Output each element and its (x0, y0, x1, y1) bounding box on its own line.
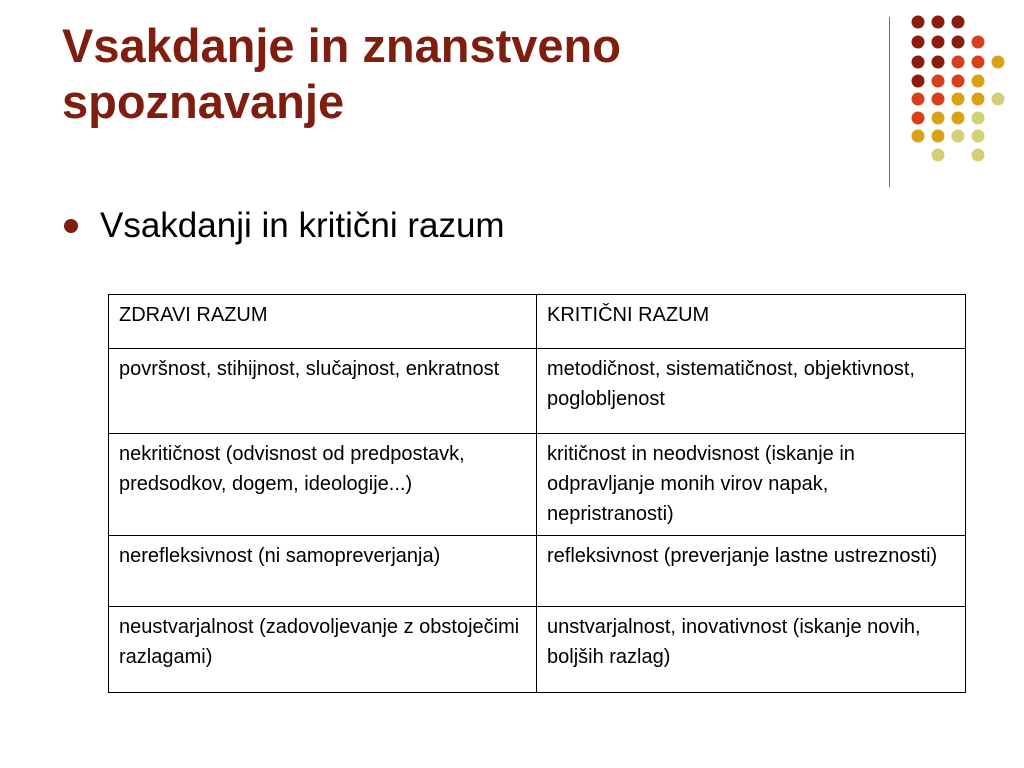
decor-dot (912, 93, 925, 106)
decor-dot (972, 75, 985, 88)
decor-dot (972, 93, 985, 106)
decor-dot (992, 93, 1005, 106)
table-header-row (109, 295, 966, 349)
table-cell: kritičnost in neodvisnost (iskanje in odpravljanje monih virov napak, nepristranosti) (537, 434, 966, 536)
table-cell: nerefleksivnost (ni samopreverjanja) (109, 536, 537, 607)
decor-dot (932, 112, 945, 125)
decor-dot (932, 75, 945, 88)
table-header-cell: ZDRAVI RAZUM (109, 295, 537, 349)
decor-dot (912, 16, 925, 29)
table-row (109, 349, 966, 434)
decor-dot (912, 75, 925, 88)
decor-dot (912, 130, 925, 143)
comparison-table (108, 294, 966, 693)
decor-dot (952, 36, 965, 49)
decor-dot (912, 36, 925, 49)
table-header-cell: KRITIČNI RAZUM (537, 295, 966, 349)
bullet-dot-icon (64, 219, 78, 233)
bullet-item (64, 202, 505, 250)
decor-dot (952, 56, 965, 69)
decor-dot (912, 56, 925, 69)
decor-dot (952, 75, 965, 88)
table-row (109, 434, 966, 536)
decor-dot (992, 56, 1005, 69)
table-row (109, 607, 966, 693)
decor-dot (972, 56, 985, 69)
decor-dot (932, 149, 945, 162)
table-cell: metodičnost, sistematičnost, objektivnost, poglobljenost (537, 349, 966, 434)
decor-dot (932, 36, 945, 49)
table-cell: refleksivnost (preverjanje lastne ustreznosti) (537, 536, 966, 607)
decorative-dot-grid (0, 0, 1024, 200)
slide-title: Vsakdanje in znanstveno spoznavanje (62, 19, 621, 128)
decor-dot (972, 149, 985, 162)
table-row (109, 536, 966, 607)
table-cell: površnost, stihijnost, slučajnost, enkratnost (109, 349, 537, 434)
decor-dot (932, 93, 945, 106)
table-cell: nekritičnost (odvisnost od predpostavk, predsodkov, dogem, ideologije...) (109, 434, 537, 536)
decor-dot (972, 36, 985, 49)
decor-dot (972, 112, 985, 125)
decor-dot (952, 112, 965, 125)
decor-dot (952, 130, 965, 143)
table-cell: unstvarjalnost, inovativnost (iskanje novih, boljših razlag) (537, 607, 966, 693)
decor-dot (932, 130, 945, 143)
decor-dot (972, 130, 985, 143)
decor-dot (932, 56, 945, 69)
table-cell: neustvarjalnost (zadovoljevanje z obstoječimi razlagami) (109, 607, 537, 693)
decor-dot (932, 16, 945, 29)
decor-dot (952, 16, 965, 29)
bullet-text: Vsakdanji in kritični razum (100, 206, 505, 245)
decor-dot (952, 93, 965, 106)
decor-dot (912, 112, 925, 125)
